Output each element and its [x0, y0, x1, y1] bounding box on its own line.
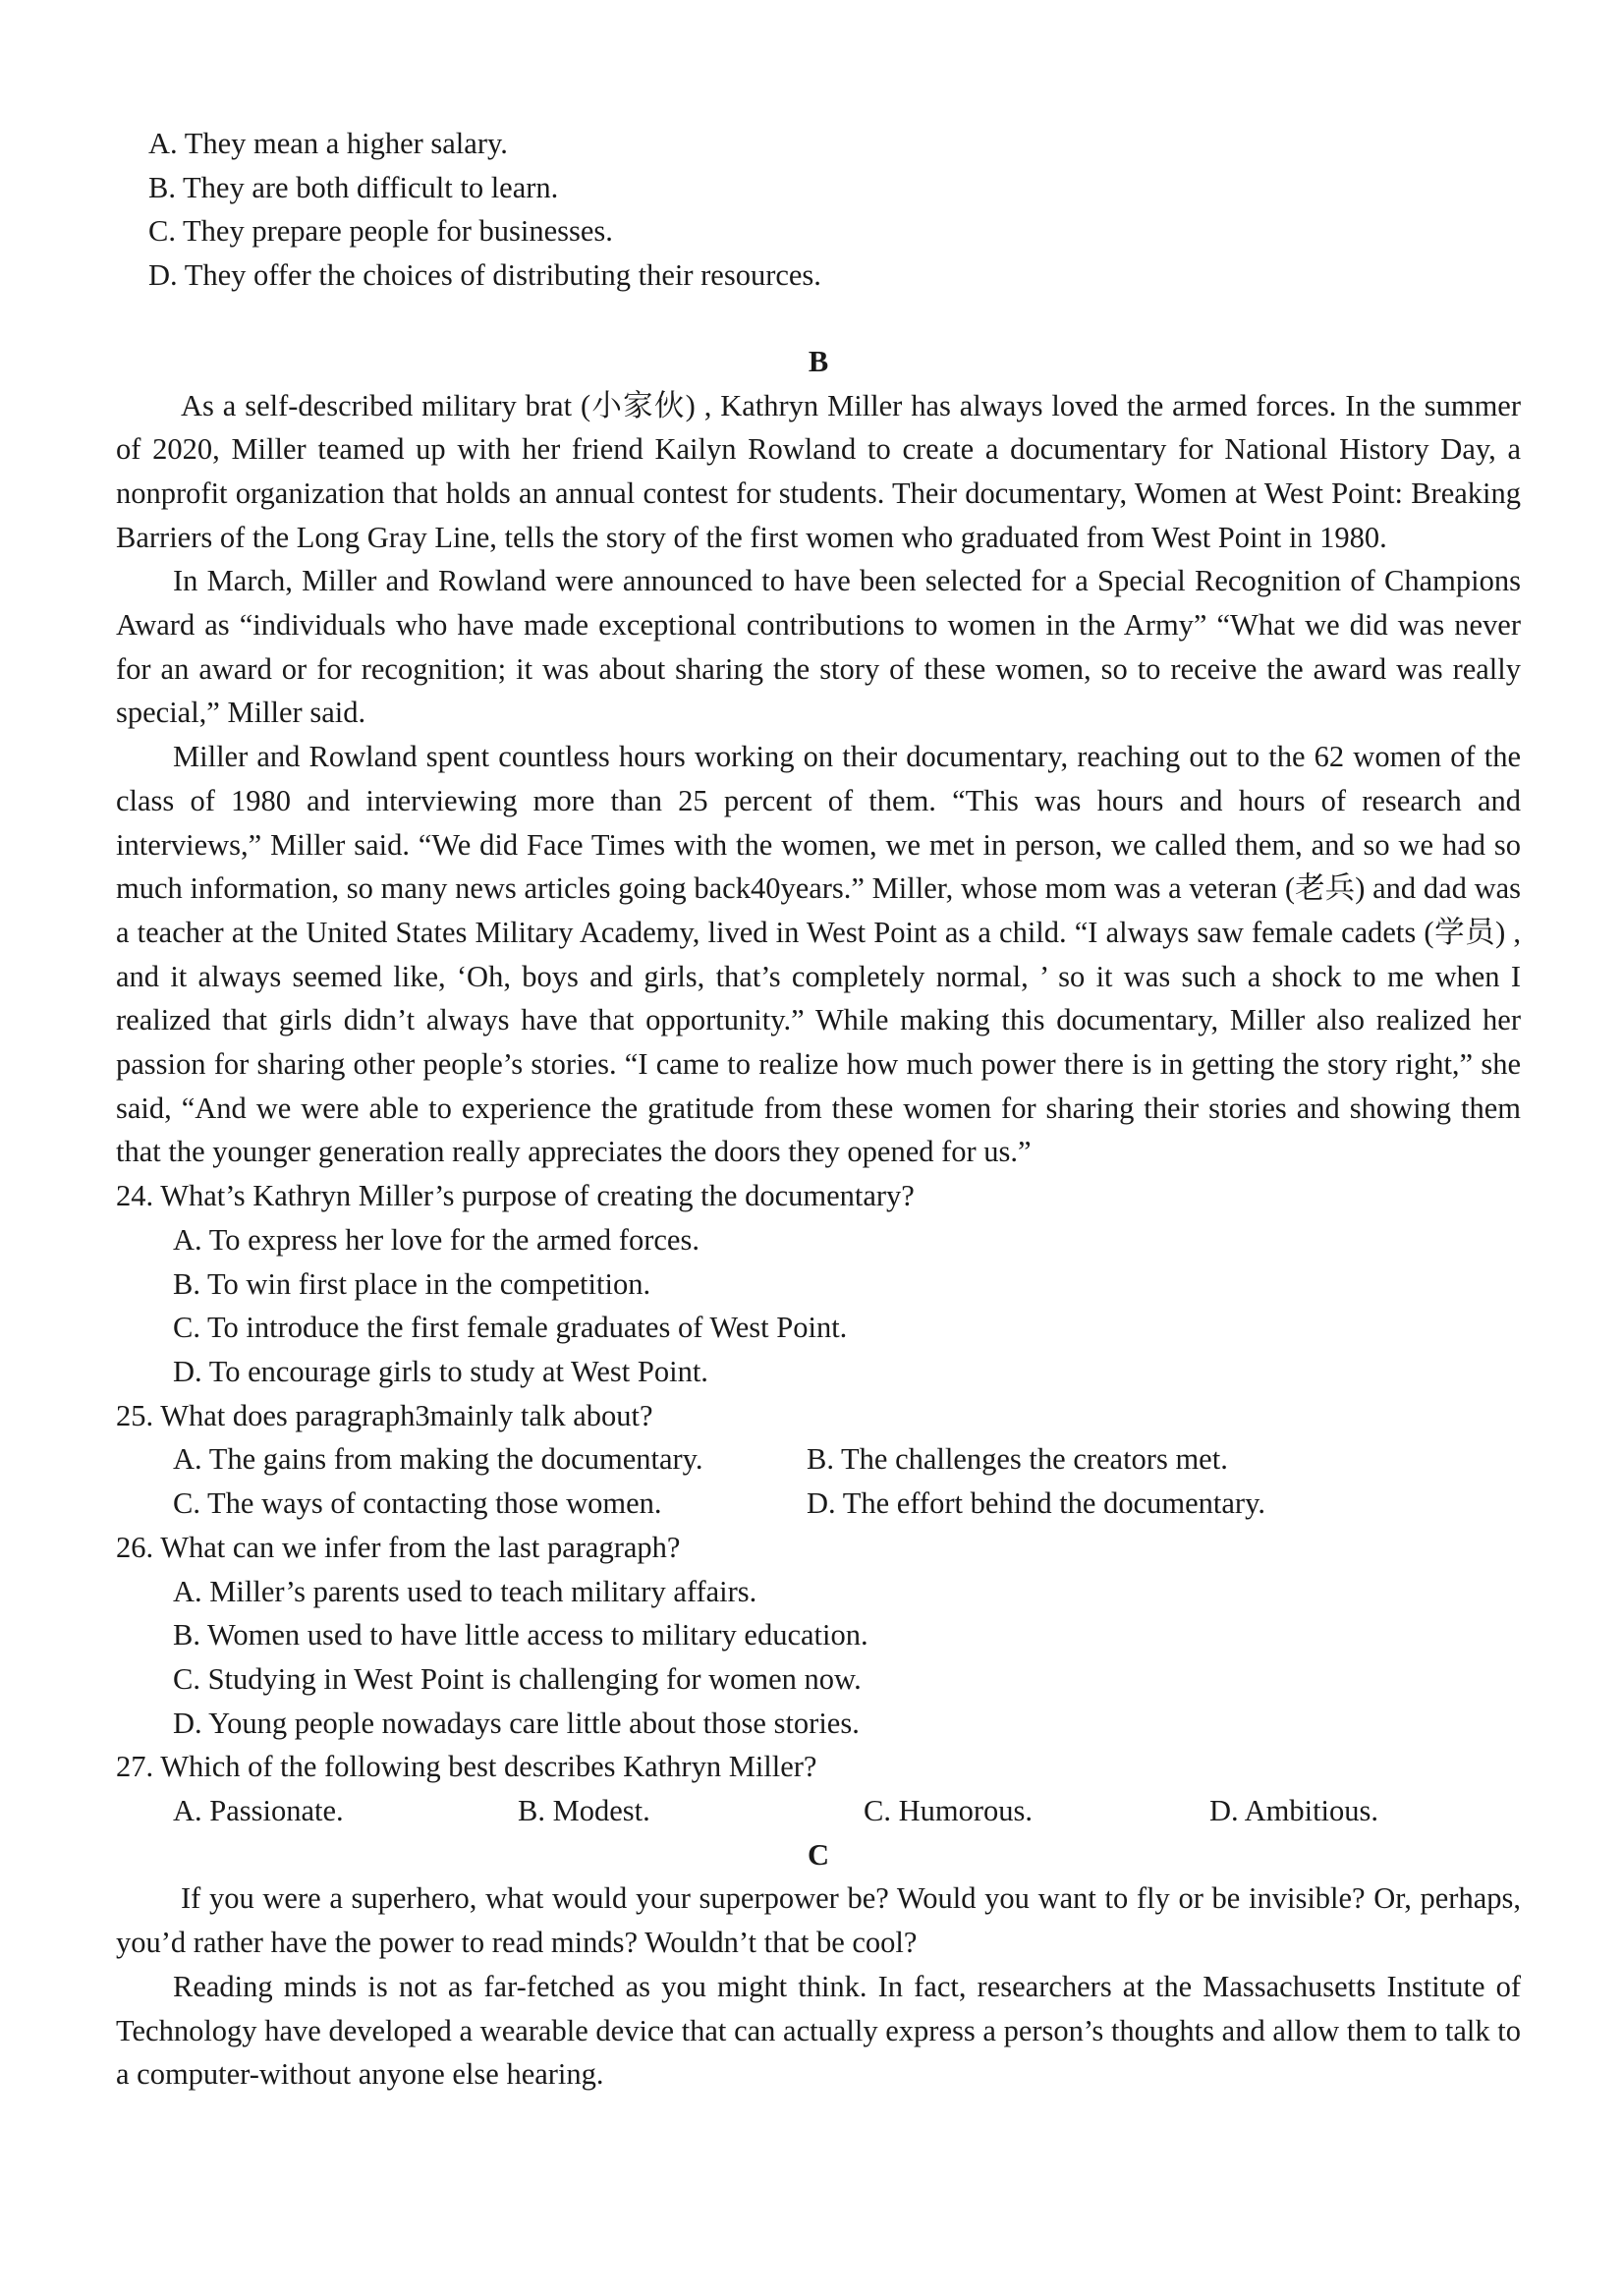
question-26-option-c: C. Studying in West Point is challenging for women now. [173, 1661, 862, 1696]
question-27-option-b: B. Modest. [518, 1794, 650, 1828]
section-b-paragraph-3: Miller and Rowland spent countless hours working on their documentary, reaching out to the 62 women of the class of 1980 and interviewing more than 25 percent of them. “This was hours and hours of research and interviews,” Miller said. “We did Face Times with the women, we met in person, we called them, and so we had so much information, so many news articles going back40years.” Miller, whose mom was a veteran (老兵) and dad was a teacher at the United States Military Academy, lived in West Point as a child. “I always saw female cadets (学员) , and it always seemed like, ‘Oh, boys and girls, that’s completely normal, ’ so it was such a shock to me when I realized that girls didn’t always have that opportunity.” While making this documentary, Miller also realized her passion for sharing other people’s stories. “I came to realize how much power there is in getting the story right,” she said, “And we were able to experience the gratitude from these women for sharing their stories and showing them that the younger generation really appreciates the doors they opened for us.” [116, 740, 1521, 1169]
question-27-option-a: A. Passionate. [173, 1794, 344, 1828]
section-b [116, 340, 1521, 1174]
section-b-heading: B [808, 344, 829, 378]
option-b: B. They are both difficult to learn. [148, 170, 559, 204]
section-c-paragraph-2: Reading minds is not as far-fetched as you might think. In fact, researchers at the Massachusetts Institute of Technology have developed a wearable device that can actually express a person’s thoughts and allow them to talk to a computer-without anyone else hearing. [116, 1969, 1521, 2092]
question-27-option-d: D. Ambitious. [1209, 1794, 1379, 1828]
question-24-option-a: A. To express her love for the armed forces. [173, 1222, 700, 1257]
section-c [116, 1833, 1521, 2097]
section-c-paragraph-1: If you were a superhero, what would your superpower be? Would you want to fly or be invisible? Or, perhaps, you’d rather have the power to read minds? Wouldn’t that be cool? [116, 1881, 1521, 1960]
question-26 [116, 1526, 1521, 1746]
exam-page [116, 122, 1521, 2097]
question-25-options-row-2 [116, 1482, 1521, 1526]
question-27 [116, 1745, 1521, 1832]
question-26-option-b: B. Women used to have little access to military education. [173, 1618, 868, 1652]
question-26-option-d: D. Young people nowadays care little about those stories. [173, 1706, 860, 1740]
question-26-option-a: A. Miller’s parents used to teach military affairs. [173, 1574, 757, 1608]
question-25-option-c: C. The ways of contacting those women. [173, 1486, 662, 1521]
section-c-heading: C [807, 1837, 830, 1872]
question-25-option-d: D. The effort behind the documentary. [807, 1486, 1265, 1521]
question-25-stem: 25. What does paragraph3mainly talk about? [116, 1398, 653, 1432]
question-25 [116, 1394, 1521, 1526]
question-24 [116, 1174, 1521, 1394]
question-27-option-c: C. Humorous. [864, 1794, 1033, 1828]
section-b-paragraph-1: As a self-described military brat (小家伙) , Kathryn Miller has always loved the armed forces. In the summer of 2020, Miller teamed up with her friend Kailyn Rowland to create a documentary for National History Day, a nonprofit organization that holds an annual contest for students. Their documentary, Women at West Point: Breaking Barriers of the Long Gray Line, tells the story of the first women who graduated from West Point in 1980. [116, 388, 1521, 554]
question-26-stem: 26. What can we infer from the last paragraph? [116, 1530, 681, 1564]
question-25-option-b: B. The challenges the creators met. [807, 1442, 1228, 1477]
question-24-option-d: D. To encourage girls to study at West Point. [173, 1354, 708, 1388]
option-d: D. They offer the choices of distributing their resources. [148, 258, 821, 293]
option-a: A. They mean a higher salary. [148, 127, 508, 160]
question-27-stem: 27. Which of the following best describes Kathryn Miller? [116, 1750, 817, 1784]
section-b-paragraph-2: In March, Miller and Rowland were announced to have been selected for a Special Recognition of Champions Award as “individuals who have made exceptional contributions to women in the Army” “What we did was never for an award or for recognition; it was about sharing the story of these women, so to receive the award was really special,” Miller said. [116, 564, 1521, 730]
option-c: C. They prepare people for businesses. [148, 214, 613, 249]
question-24-option-b: B. To win first place in the competition. [173, 1266, 651, 1301]
question-25-option-a: A. The gains from making the documentary. [173, 1442, 703, 1477]
question-24-stem: 24. What’s Kathryn Miller’s purpose of creating the documentary? [116, 1179, 915, 1213]
question-24-option-c: C. To introduce the first female graduates of West Point. [173, 1311, 848, 1345]
question-25-options-row-1 [116, 1437, 1521, 1482]
previous-question-options [116, 122, 1521, 298]
question-27-options-row [116, 1789, 1521, 1833]
